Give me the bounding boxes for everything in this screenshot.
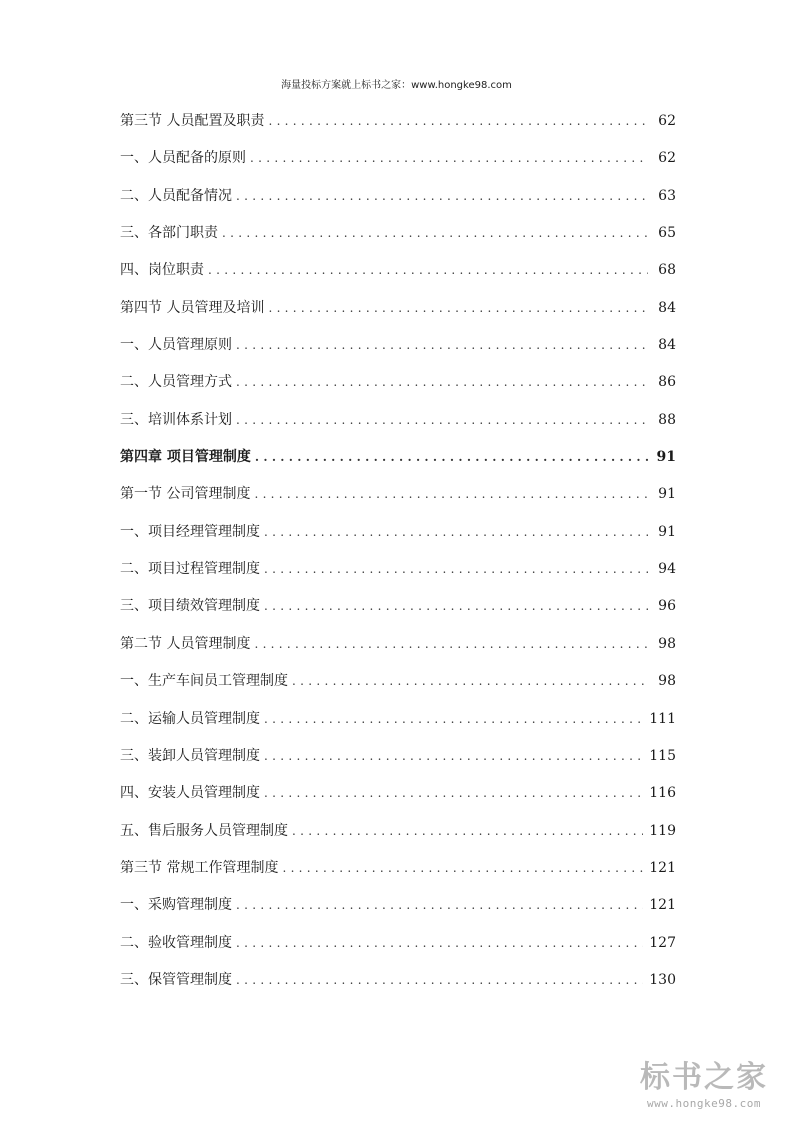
toc-entry[interactable] xyxy=(120,145,676,182)
toc-entry[interactable] xyxy=(120,257,676,294)
toc-entry-page: 130 xyxy=(649,971,676,988)
toc-entry-title: 一、人员管理原则 xyxy=(120,337,232,354)
toc-entry-page: 96 xyxy=(658,598,676,615)
toc-entry-title: 三、各部门职责 xyxy=(120,225,218,242)
toc-entry-page: 91 xyxy=(658,486,676,503)
toc-dot-leader xyxy=(264,593,648,619)
toc-entry-page: 68 xyxy=(658,262,676,279)
toc-entry[interactable] xyxy=(120,556,676,593)
toc-entry-title: 第四章 项目管理制度 xyxy=(120,449,251,466)
toc-entry-title: 第三节 常规工作管理制度 xyxy=(120,859,279,876)
toc-entry-title: 一、项目经理管理制度 xyxy=(120,523,260,540)
toc-entry[interactable] xyxy=(120,332,676,369)
toc-entry-title: 二、人员配备情况 xyxy=(120,187,232,204)
toc-dot-leader xyxy=(208,257,648,283)
toc-entry-title: 三、装卸人员管理制度 xyxy=(120,747,260,764)
watermark-logo-text: 标书之家 xyxy=(640,1060,768,1095)
toc-entry-title: 四、安装人员管理制度 xyxy=(120,785,260,802)
toc-entry-page: 98 xyxy=(658,635,676,652)
toc-entry-page: 88 xyxy=(658,411,676,428)
toc-entry-title: 一、采购管理制度 xyxy=(120,897,232,914)
toc-entry-title: 二、项目过程管理制度 xyxy=(120,561,260,578)
toc-dot-leader xyxy=(236,332,648,358)
toc-dot-leader xyxy=(222,220,648,246)
toc-dot-leader xyxy=(264,706,643,732)
toc-entry-title: 一、生产车间员工管理制度 xyxy=(120,673,288,690)
toc-entry-page: 116 xyxy=(649,785,676,802)
table-of-contents xyxy=(120,108,676,1004)
toc-entry[interactable] xyxy=(120,930,676,967)
toc-entry-title: 四、岗位职责 xyxy=(120,262,204,279)
toc-entry[interactable] xyxy=(120,519,676,556)
toc-entry[interactable] xyxy=(120,183,676,220)
toc-entry-page: 91 xyxy=(656,449,676,466)
toc-entry-page: 91 xyxy=(658,523,676,540)
toc-dot-leader xyxy=(236,183,648,209)
toc-entry-title: 第一节 公司管理制度 xyxy=(120,486,251,503)
toc-dot-leader xyxy=(255,444,648,470)
toc-entry-page: 127 xyxy=(649,934,676,951)
toc-entry-page: 119 xyxy=(649,822,676,839)
toc-entry[interactable] xyxy=(120,444,676,481)
toc-entry-title: 三、培训体系计划 xyxy=(120,411,232,428)
page-header: 海量投标方案就上标书之家：www.hongke98.com xyxy=(281,80,512,91)
toc-dot-leader xyxy=(236,967,643,993)
toc-dot-leader xyxy=(236,407,648,433)
toc-dot-leader xyxy=(254,631,648,657)
toc-entry-page: 94 xyxy=(658,561,676,578)
toc-dot-leader xyxy=(236,892,643,918)
toc-entry-page: 84 xyxy=(658,337,676,354)
toc-entry-title: 三、项目绩效管理制度 xyxy=(120,598,260,615)
toc-entry-page: 115 xyxy=(649,747,676,764)
toc-entry[interactable] xyxy=(120,967,676,1004)
toc-entry[interactable] xyxy=(120,481,676,518)
toc-entry-title: 三、保管管理制度 xyxy=(120,971,232,988)
toc-entry[interactable] xyxy=(120,855,676,892)
toc-entry-page: 65 xyxy=(658,225,676,242)
toc-dot-leader xyxy=(254,481,648,507)
toc-entry-title: 五、售后服务人员管理制度 xyxy=(120,822,288,839)
toc-entry-page: 121 xyxy=(649,859,676,876)
toc-entry-page: 86 xyxy=(658,374,676,391)
toc-entry-page: 98 xyxy=(658,673,676,690)
toc-entry[interactable] xyxy=(120,407,676,444)
toc-dot-leader xyxy=(268,108,648,134)
toc-dot-leader xyxy=(250,145,648,171)
watermark-logo xyxy=(629,1060,779,1112)
toc-entry[interactable] xyxy=(120,668,676,705)
toc-entry-page: 121 xyxy=(649,897,676,914)
toc-entry[interactable] xyxy=(120,818,676,855)
toc-dot-leader xyxy=(292,818,643,844)
toc-entry-page: 84 xyxy=(658,299,676,316)
toc-entry[interactable] xyxy=(120,631,676,668)
toc-dot-leader xyxy=(264,743,643,769)
toc-entry[interactable] xyxy=(120,369,676,406)
toc-entry-page: 62 xyxy=(658,113,676,129)
toc-entry[interactable] xyxy=(120,108,676,145)
toc-dot-leader xyxy=(292,668,648,694)
toc-entry-page: 111 xyxy=(649,710,676,727)
toc-dot-leader xyxy=(264,556,648,582)
toc-entry[interactable] xyxy=(120,780,676,817)
toc-entry[interactable] xyxy=(120,743,676,780)
toc-entry-page: 62 xyxy=(658,150,676,167)
toc-entry[interactable] xyxy=(120,295,676,332)
toc-entry[interactable] xyxy=(120,593,676,630)
toc-entry[interactable] xyxy=(120,892,676,929)
toc-entry-title: 第三节 人员配置及职责 xyxy=(120,113,265,129)
toc-entry-title: 二、验收管理制度 xyxy=(120,934,232,951)
toc-dot-leader xyxy=(264,519,648,545)
toc-entry-page: 63 xyxy=(658,187,676,204)
toc-entry-title: 二、人员管理方式 xyxy=(120,374,232,391)
toc-dot-leader xyxy=(236,930,643,956)
toc-dot-leader xyxy=(264,780,643,806)
toc-entry[interactable] xyxy=(120,706,676,743)
toc-entry-title: 第二节 人员管理制度 xyxy=(120,635,251,652)
watermark-url: www.hongke98.com xyxy=(647,1097,761,1110)
toc-dot-leader xyxy=(282,855,643,881)
toc-entry[interactable] xyxy=(120,220,676,257)
toc-entry-title: 第四节 人员管理及培训 xyxy=(120,299,265,316)
toc-dot-leader xyxy=(268,295,648,321)
toc-entry-title: 一、人员配备的原则 xyxy=(120,150,246,167)
toc-dot-leader xyxy=(236,369,648,395)
toc-entry-title: 二、运输人员管理制度 xyxy=(120,710,260,727)
